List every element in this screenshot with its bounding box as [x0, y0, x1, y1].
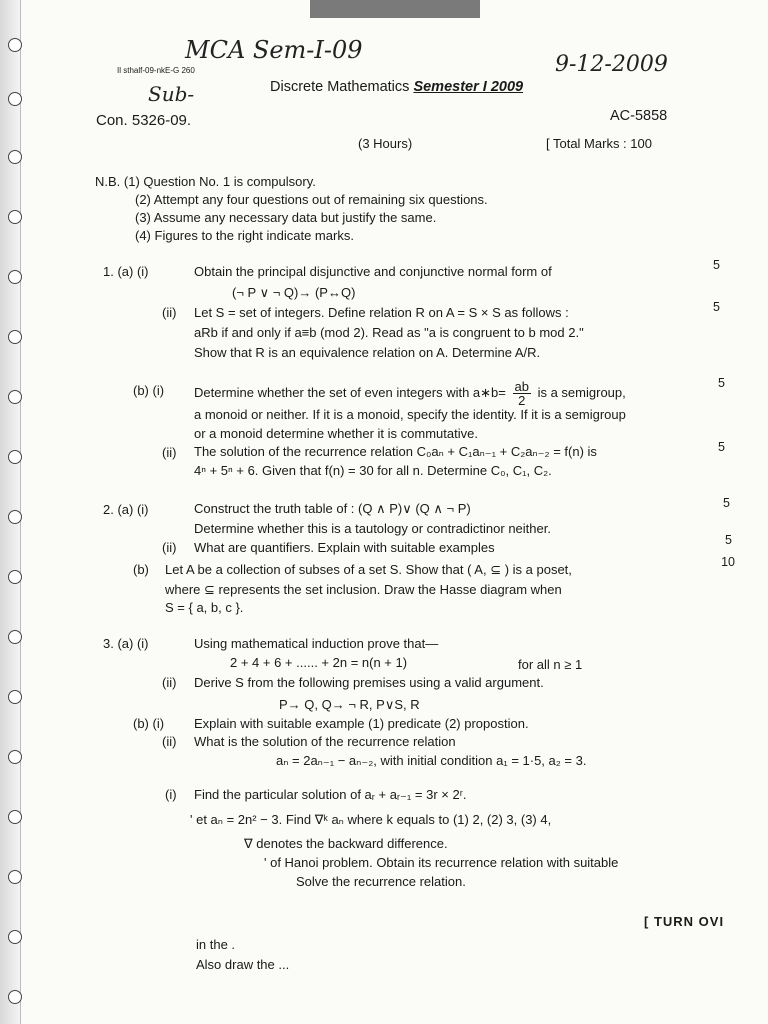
q3-a-i-line3: for all n ≥ 1	[518, 657, 583, 672]
q1-b-i-line2: a monoid or neither. If it is a monoid, specify the identity. If it is a semigroup	[194, 407, 626, 422]
duration: (3 Hours)	[358, 136, 413, 151]
q1-a-i-line2: (¬ P ∨ ¬ Q)→ (P↔Q)	[232, 285, 356, 300]
binder-hole	[8, 330, 22, 344]
q3-a-ii-line1: Derive S from the following premises using a valid argument.	[194, 675, 544, 690]
q3-a-ii-line2: P→ Q, Q→ ¬ R, P∨S, R	[279, 697, 420, 712]
instruction-4: (4) Figures to the right indicate marks.	[135, 228, 354, 243]
binder-hole	[8, 990, 22, 1004]
binder-hole	[8, 750, 22, 764]
q3-b-ii-line2: aₙ = 2aₙ₋₁ − aₙ₋₂, with initial condition a₁ = 1·5, a₂ = 3.	[276, 753, 587, 768]
q4-label: (i)	[165, 787, 177, 802]
binder-hole	[8, 38, 22, 52]
q2-b-line3: S = { a, b, c }.	[165, 600, 244, 615]
q1-b-label: (b) (i)	[133, 383, 165, 398]
instruction-1: N.B. (1) Question No. 1 is compulsory.	[95, 174, 316, 189]
q4-line3: ∇ denotes the backward difference.	[244, 836, 448, 851]
q2-b-label: (b)	[133, 562, 149, 577]
total-marks: [ Total Marks : 100	[546, 136, 652, 151]
q3-b-i-text: Explain with suitable example (1) predicate (2) propostion.	[194, 716, 529, 731]
binder-hole	[8, 450, 22, 464]
q1-b-ii-marks: 5	[718, 440, 725, 454]
q3-b-ii-line1: What is the solution of the recurrence relation	[194, 734, 456, 749]
binder-hole	[8, 92, 22, 106]
q2-a-i-line1: Construct the truth table of : (Q ∧ P)∨ (Q ∧ ¬ P)	[194, 501, 471, 516]
instruction-2: (2) Attempt any four questions out of remaining six questions.	[135, 192, 488, 207]
q4-line1: Find the particular solution of aᵣ + aᵣ₋₁ = 3r × 2ʳ.	[194, 787, 467, 802]
q2-b-marks: 10	[721, 555, 735, 569]
binder-hole	[8, 270, 22, 284]
q1-b-ii-label: (ii)	[162, 445, 177, 460]
q4-line4: ' of Hanoi problem. Obtain its recurrence relation with suitable	[264, 855, 619, 870]
binder-edge	[0, 0, 21, 1024]
q1-a-ii-label: (ii)	[162, 305, 177, 320]
q3-a-i-line1: Using mathematical induction prove that—	[194, 636, 439, 651]
q2-a-i-marks: 5	[723, 496, 730, 510]
binder-hole	[8, 810, 22, 824]
subject-title: Discrete Mathematics Semester I 2009	[270, 79, 524, 95]
q2-a-ii-text: What are quantifiers. Explain with suitable examples	[194, 540, 495, 555]
handwritten-course: MCA Sem-I-09	[185, 36, 363, 64]
binder-hole	[8, 210, 22, 224]
binder-hole	[8, 150, 22, 164]
reference-code: Il sthalf-09-nkE-G 260	[117, 66, 195, 75]
q3-a-ii-label: (ii)	[162, 675, 177, 690]
paper-code: AC-5858	[610, 108, 668, 124]
q1-b-i-line1: Determine whether the set of even integers with a∗b= $\frac{ab}{2}$ is a semigroup,	[194, 379, 626, 408]
q4-line2: ' et aₙ = 2n² − 3. Find ∇ᵏ aₙ where k equals to (1) 2, (2) 3, (3) 4,	[190, 812, 552, 827]
q2-b-line2: where ⊆ represents the set inclusion. Draw the Hasse diagram when	[165, 582, 562, 597]
q2-a-ii-label: (ii)	[162, 540, 177, 555]
q1-b-i-marks: 5	[718, 376, 725, 390]
footer-line2: Also draw the ...	[196, 957, 290, 972]
q3-b-label: (b) (i)	[133, 716, 165, 731]
q1-a-ii-marks: 5	[713, 300, 720, 314]
binder-hole	[8, 690, 22, 704]
binder-hole	[8, 510, 22, 524]
q2-a-ii-marks: 5	[725, 533, 732, 547]
q1-a-ii-line1: Let S = set of integers. Define relation R on A = S × S as follows :	[194, 305, 569, 320]
q4-line5: Solve the recurrence relation.	[296, 874, 466, 889]
scan-top-bar	[310, 0, 480, 18]
q3-a-i-line2: 2 + 4 + 6 + ...... + 2n = n(n + 1)	[230, 655, 408, 670]
binder-hole	[8, 390, 22, 404]
q2-a-i-line2: Determine whether this is a tautology or contradictinor neither.	[194, 521, 551, 536]
binder-hole	[8, 930, 22, 944]
q1-a-i-marks: 5	[713, 258, 720, 272]
instruction-3: (3) Assume any necessary data but justify the same.	[135, 210, 437, 225]
q2-b-line1: Let A be a collection of subses of a set S. Show that ( A, ⊆ ) is a poset,	[165, 562, 572, 577]
binder-hole	[8, 870, 22, 884]
con-number: Con. 5326-09.	[96, 112, 192, 129]
q1-number: 1. (a) (i)	[103, 264, 149, 279]
q3-b-ii-label: (ii)	[162, 734, 177, 749]
q1-b-ii-line2: 4ⁿ + 5ⁿ + 6. Given that f(n) = 30 for all n. Determine C₀, C₁, C₂.	[194, 463, 552, 478]
binder-hole	[8, 630, 22, 644]
handwritten-date: 9-12-2009	[555, 52, 668, 77]
footer-line1: in the .	[196, 937, 236, 952]
q1-b-ii-line1: The solution of the recurrence relation C₀aₙ + C₁aₙ₋₁ + C₂aₙ₋₂ = f(n) is	[194, 444, 597, 459]
binder-hole	[8, 570, 22, 584]
q1-b-i-line3: or a monoid determine whether it is commutative.	[194, 426, 478, 441]
q1-a-ii-line3: Show that R is an equivalence relation on A. Determine A/R.	[194, 345, 541, 360]
handwritten-signature: Sub-	[148, 82, 195, 106]
q1-a-i-line1: Obtain the principal disjunctive and conjunctive normal form of	[194, 264, 552, 279]
turn-over: [ TURN OVI	[644, 914, 725, 929]
q1-a-ii-line2: aRb if and only if a≡b (mod 2). Read as "a is congruent to b mod 2."	[194, 325, 584, 340]
q3-number: 3. (a) (i)	[103, 636, 149, 651]
q2-number: 2. (a) (i)	[103, 502, 149, 517]
